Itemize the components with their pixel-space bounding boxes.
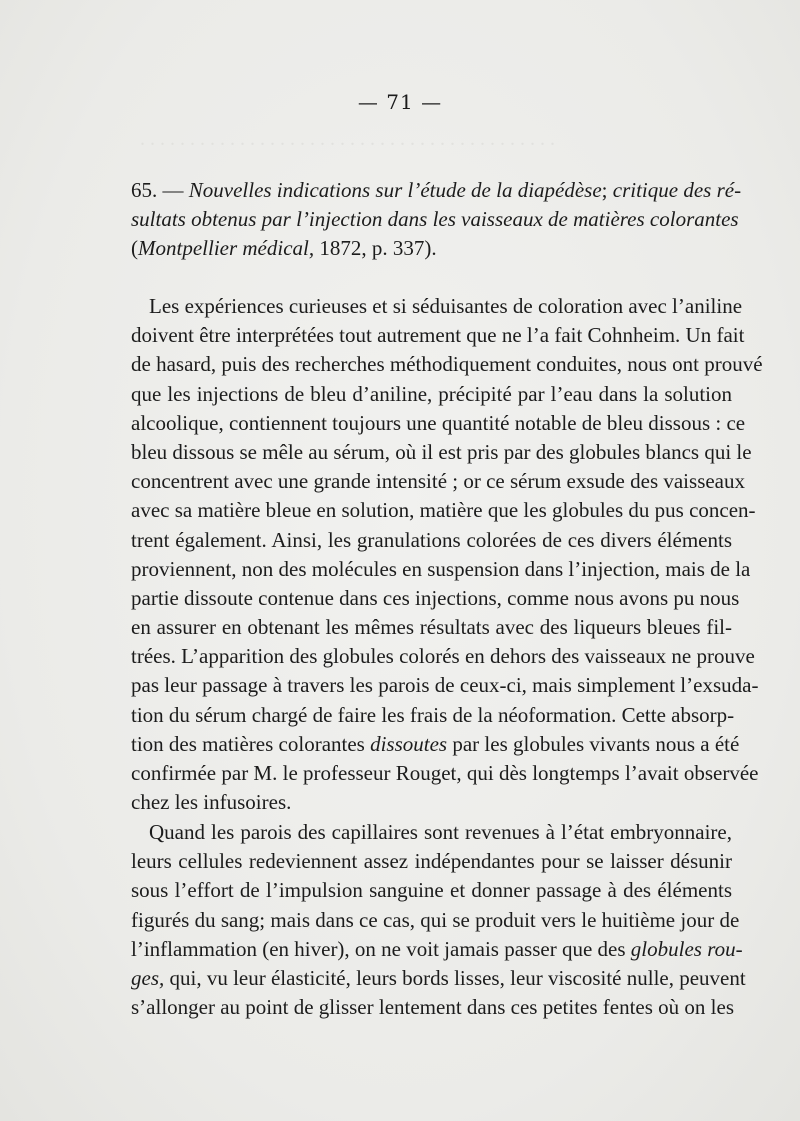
text-line: en assurer en obtenant les mêmes résultats avec des liqueurs bleues fil- xyxy=(131,615,732,640)
text-line: concentrent avec une grande intensité ; or ce sérum exsude des vaisseaux xyxy=(131,469,746,494)
heading-title-part: sultats obtenus par l’injection dans les vaisseaux de matières colorantes xyxy=(131,207,739,231)
text-line: trent également. Ainsi, les granulations colorées de ces divers éléments xyxy=(131,527,732,552)
heading-title-part: Nouvelles indications sur l’étude de la diapédèse xyxy=(188,178,602,202)
paragraph xyxy=(131,292,763,817)
text-line: proviennent, non des molécules en suspension dans l’injection, mais de la xyxy=(131,556,751,581)
show-through-text: . . . . . . . . . . . . . . . . . . . . . . . . . . . . . . . . . . . . . . . . . . xyxy=(140,128,555,150)
text-line: de hasard, puis des recherches méthodiquement conduites, nous ont prouvé xyxy=(131,352,763,377)
heading-citation: Montpellier médical, xyxy=(138,236,315,260)
text-line: leurs cellules redeviennent assez indépendantes pour se laisser désunir xyxy=(131,849,732,874)
text-line: figurés du sang; mais dans ce cas, qui se produit vers le huitième jour de xyxy=(131,907,740,932)
heading-dash: — xyxy=(162,178,184,202)
heading-title-part: critique des ré- xyxy=(612,178,742,202)
text-line: doivent être interprétées tout autrement que ne l’a fait Cohnheim. Un fait xyxy=(131,323,745,348)
emphasis: globules rou- xyxy=(630,936,743,961)
text-line: alcoolique, contiennent toujours une quantité notable de bleu dissous : ce xyxy=(131,410,746,435)
emphasis: dissoutes xyxy=(370,731,448,756)
text-line: tion des matières colorantes dissoutes par les globules vivants nous a été xyxy=(131,731,740,756)
text-line: l’inflammation (en hiver), on ne voit jamais passer que des globules rou- xyxy=(131,936,743,961)
heading-number: 65. xyxy=(131,178,158,202)
text-line: s’allonger au point de glisser lentement dans ces petites fentes où on les xyxy=(131,995,735,1020)
page-number: — 71 — xyxy=(357,90,443,114)
text-line: partie dissoute contenue dans ces injections, comme nous avons pu nous xyxy=(131,585,740,610)
heading-line xyxy=(131,205,739,234)
section-heading xyxy=(131,176,742,263)
heading-line: (Montpellier médical, 1872, p. 337). xyxy=(131,236,437,260)
text-line: que les injections de bleu d’aniline, précipité par l’eau dans la solution xyxy=(131,381,732,406)
text-line: ges, qui, vu leur élasticité, leurs bords lisses, leur viscosité nulle, peuvent xyxy=(131,965,746,990)
paragraph xyxy=(131,818,746,1022)
text-line: sous l’effort de l’impulsion sanguine et donner passage à des éléments xyxy=(131,878,732,903)
heading-citation-details: 1872, p. 337). xyxy=(314,236,437,260)
emphasis: ges, xyxy=(131,965,165,990)
text-line: tion du sérum chargé de faire les frais de la néoformation. Cette absorp- xyxy=(131,702,735,727)
text-line: Les expériences curieuses et si séduisantes de coloration avec l’aniline xyxy=(149,294,743,318)
text-line: bleu dissous se mêle au sérum, où il est pris par des globules blancs qui le xyxy=(131,439,752,464)
text-line: pas leur passage à travers les parois de ceux-ci, mais simplement l’exsuda- xyxy=(131,673,759,698)
text-line: trées. L’apparition des globules colorés en dehors des vaisseaux ne prouve xyxy=(131,644,755,669)
text-line: chez les infusoires. xyxy=(131,790,292,815)
heading-line: 65. — Nouvelles indications sur l’étude de la diapédèse; critique des ré- xyxy=(131,178,742,202)
text-line: confirmée par M. le professeur Rouget, qui dès longtemps l’avait observée xyxy=(131,761,759,785)
text-line: avec sa matière bleue en solution, matière que les globules du pus concen- xyxy=(131,498,756,523)
text-line: Quand les parois des capillaires sont revenues à l’état embryonnaire, xyxy=(149,820,732,844)
